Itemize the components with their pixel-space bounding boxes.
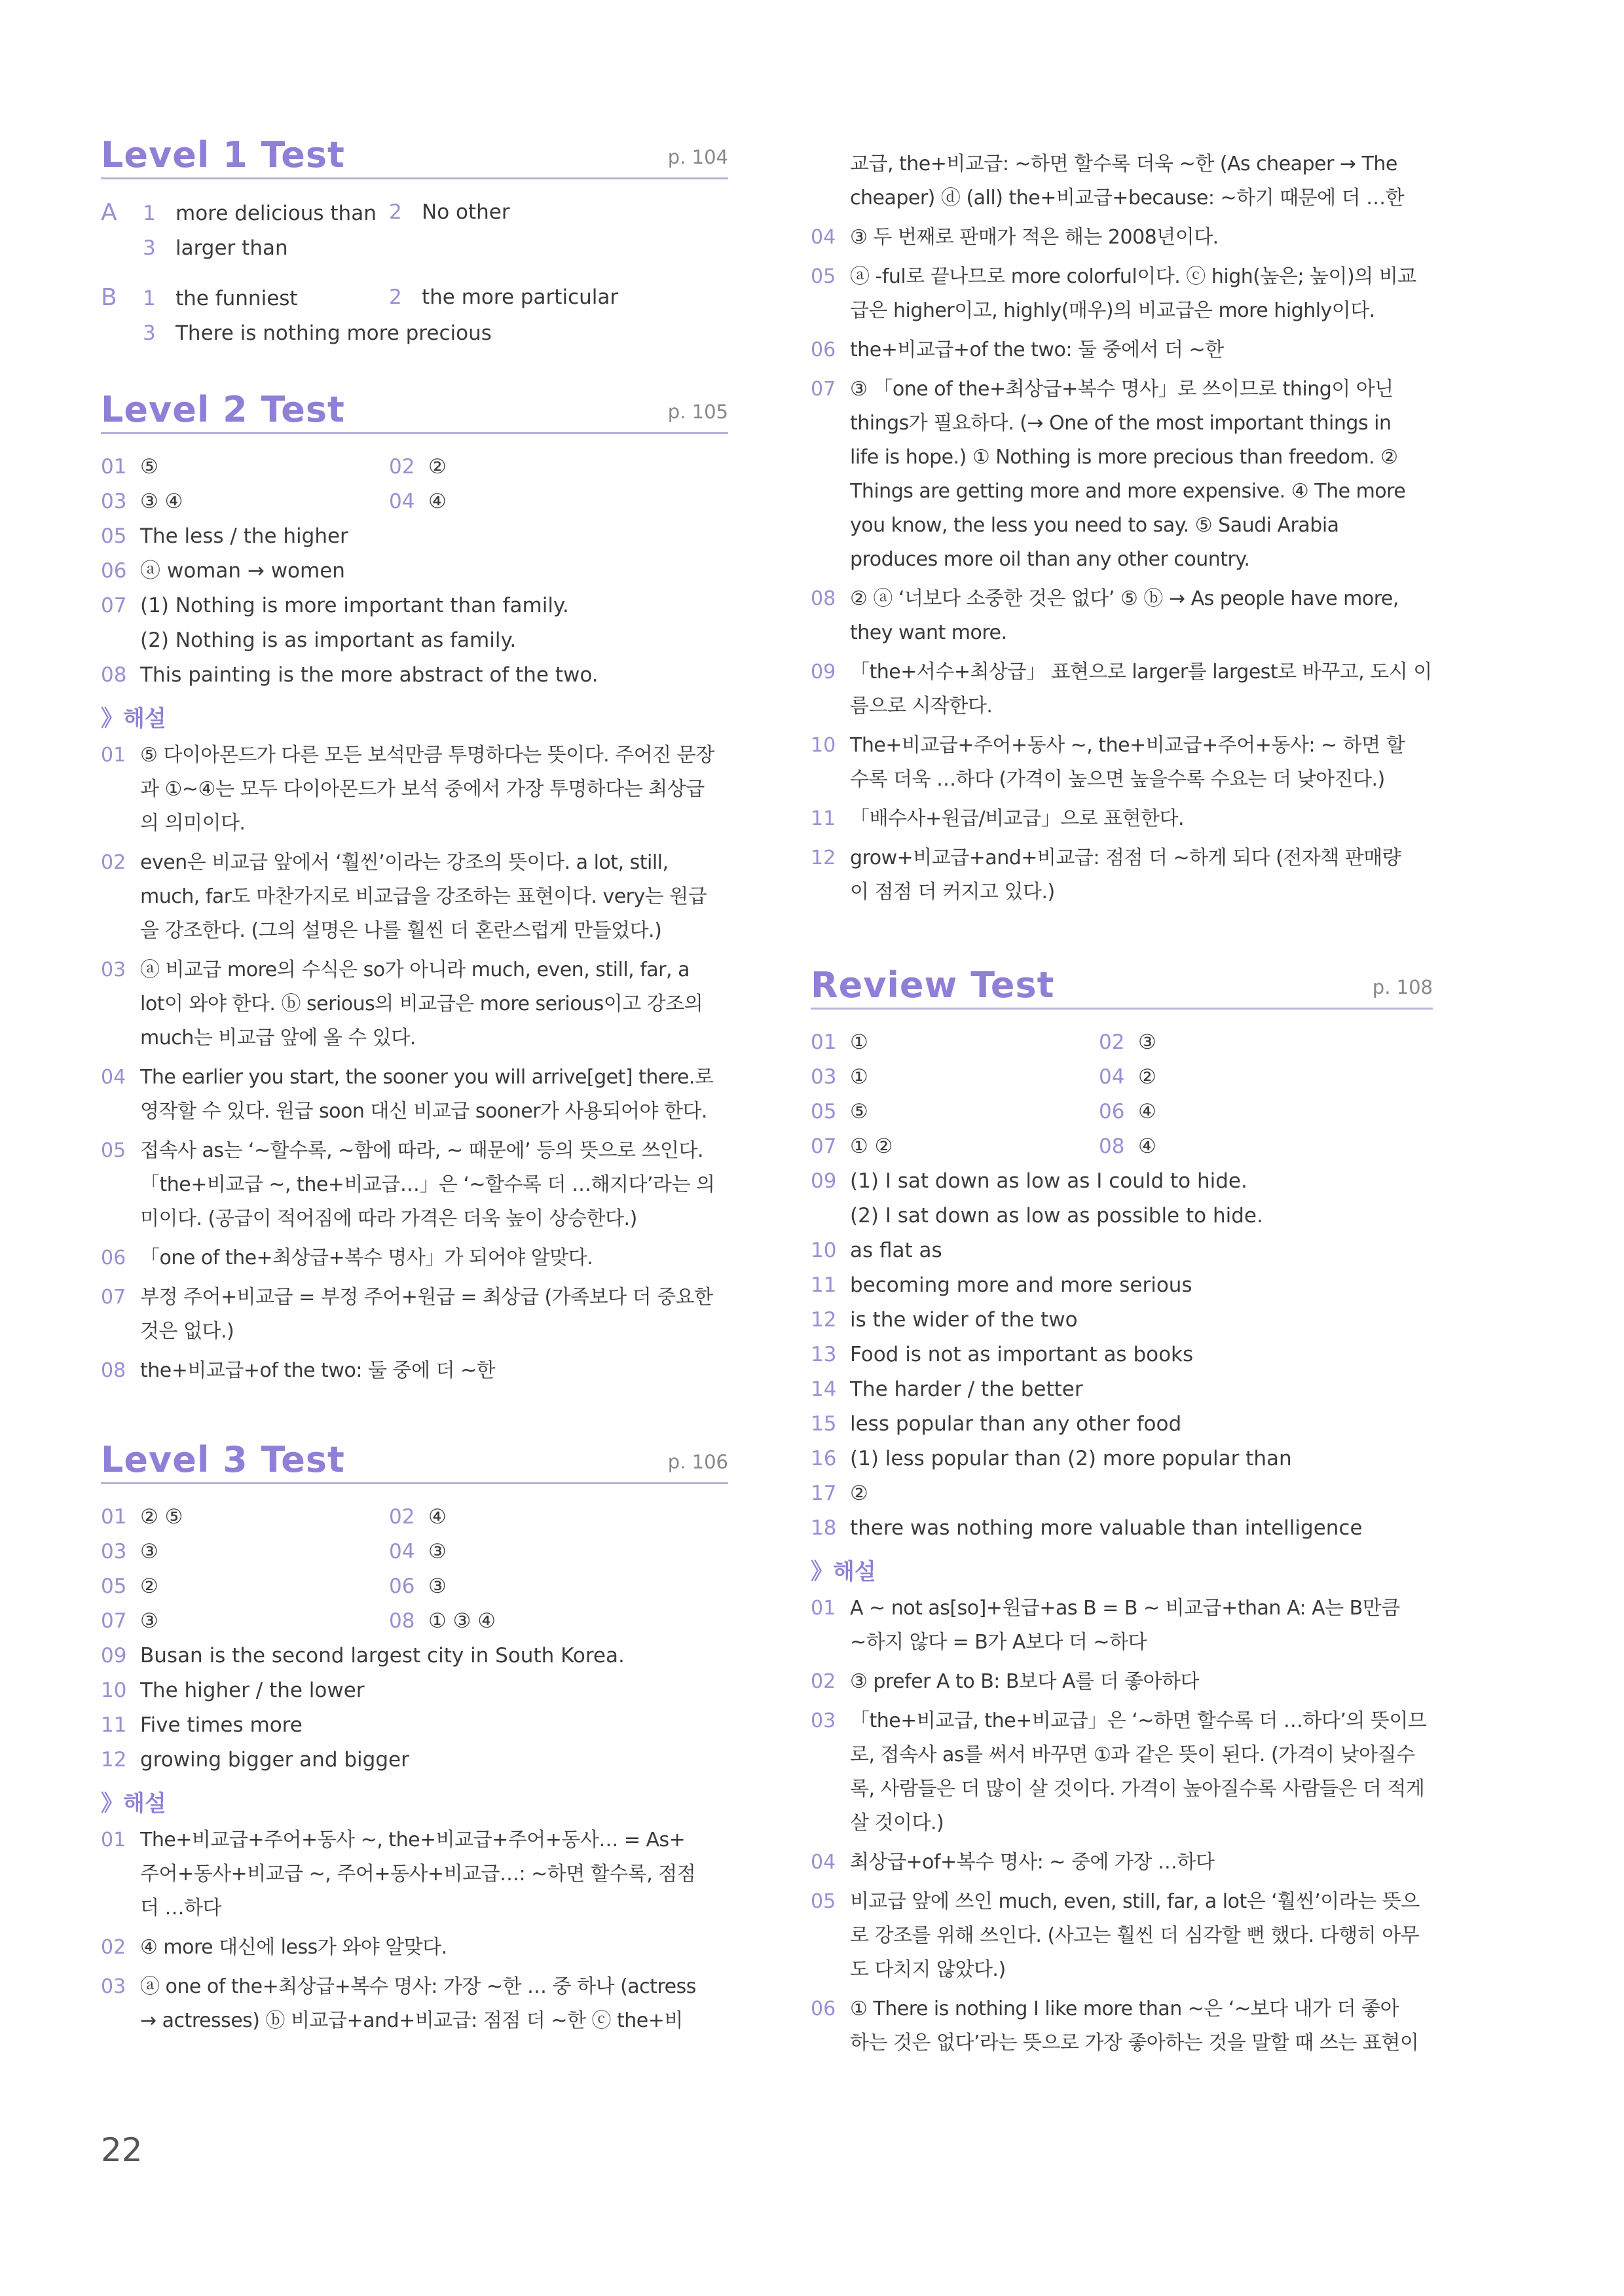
- left-column: [101, 134, 728, 2043]
- answer-row: 15 less popular than any other food: [811, 1412, 1182, 1436]
- section-title: Review Test: [811, 964, 1055, 1006]
- explanation-heading: 》해설: [811, 1559, 876, 1585]
- review-header: [811, 964, 1433, 1010]
- section-title: Level 3 Test: [101, 1439, 345, 1480]
- explanation-item: 09 「the+서수+최상급」 표현으로 larger를 largest로 바꾸고, 도시 이 름으로 시작한다.: [811, 661, 1432, 718]
- answer-row: 07 (1) Nothing is more important than family.: [101, 594, 569, 617]
- page-number: 22: [101, 2131, 143, 2169]
- level3-explanations-continued: [811, 147, 1433, 909]
- explanation-item: 11 「배수사+원급/비교급」으로 표현한다.: [811, 807, 1185, 830]
- explanation-item: 08 ② ⓐ ‘너보다 소중한 것은 없다’ ⑤ ⓑ → As people have more, they want more.: [811, 587, 1399, 644]
- answer-row: 17 ②: [811, 1482, 868, 1505]
- page-ref: p. 104: [667, 146, 728, 168]
- answer-row: 08 This painting is the more abstract of the two.: [101, 663, 599, 687]
- explanation-item: 04 ③ 두 번째로 판매가 적은 해는 2008년이다.: [811, 226, 1219, 249]
- explanation-item: 02 ③ prefer A to B: B보다 A를 더 좋아하다: [811, 1670, 1199, 1693]
- answer-row: 09 Busan is the second largest city in South Korea.: [101, 1644, 625, 1667]
- explanation-item: 06 ① There is nothing I like more than ~은 ‘~보다 내가 더 좋아 하는 것은 없다’라는 뜻으로 가장 좋아하는 것을 말할 때 쓰는 표현이: [811, 1997, 1419, 2054]
- explanation-item: 02 even은 비교급 앞에서 ‘훨씬’이라는 강조의 뜻이다. a lot, still, much, far도 마찬가지로 비교급을 강조하는 표현이다. very는 원급 을 강조한다. (그의 설명은 나를 훨씬 더 혼란스럽게 만들었다.): [101, 851, 707, 942]
- answer-row: 05 The less / the higher: [101, 524, 348, 548]
- answer-row: 11 becoming more and more serious: [811, 1273, 1192, 1297]
- explanation-heading: 》해설: [101, 706, 166, 732]
- answer-grid: 01 ⑤ 02 ② 03 ③ ④ 04 ④: [101, 455, 447, 513]
- explanation-item: 12 grow+비교급+and+비교급: 점점 더 ~하게 되다 (전자책 판매량 이 점점 더 커지고 있다.): [811, 847, 1401, 903]
- section-title: Level 1 Test: [101, 134, 345, 175]
- explanation-item: 05 비교급 앞에 쓰인 much, even, still, far, a lot은 ‘훨씬’이라는 뜻으 로 강조를 위해 쓰인다. (사고는 훨씬 더 심각할 뻔 했다. 다행히 아무 도 다치지 않았다.): [811, 1890, 1420, 1981]
- answer-row: (2) Nothing is as important as family.: [140, 629, 517, 652]
- answer-row: 3 There is nothing more precious: [143, 321, 492, 345]
- explanation-item: 06 「one of the+최상급+복수 명사」가 되어야 알맞다.: [101, 1247, 593, 1269]
- explanation-item: 03 ⓐ 비교급 more의 수식은 so가 아니라 much, even, still, far, a lot이 와야 한다. ⓑ serious의 비교급은 more serious이고 강조의 much는 비교급 앞에 올 수 있다.: [101, 958, 703, 1049]
- explanation-item: 06 the+비교급+of the two: 둘 중에서 더 ~한: [811, 338, 1224, 361]
- answer-row: 18 there was nothing more valuable than intelligence: [811, 1516, 1363, 1540]
- explanation-item: 01 ⑤ 다이아몬드가 다른 모든 보석만큼 투명하다는 뜻이다. 주어진 문장 과 ①~④는 모두 다이아몬드가 보석 중에서 가장 투명하다는 최상급 의 의미이다.: [101, 744, 714, 835]
- level1-section: [101, 134, 728, 351]
- level3-header: [101, 1439, 728, 1484]
- level2-section: [101, 389, 728, 1388]
- answer-row: (2) I sat down as low as possible to hide.: [850, 1204, 1263, 1228]
- explanation-item: 03 「the+비교급, the+비교급」은 ‘~하면 할수록 더 …하다’의 뜻이므 로, 접속사 as를 써서 바꾸면 ①과 같은 뜻이 된다. (가격이 낮아질수 록, 사람들은 더 많이 살 것이다. 가격이 높아질수록 사람들은 더 적게 살 것이다.): [811, 1709, 1427, 1834]
- section-title: Level 2 Test: [101, 389, 345, 430]
- answer-row: 12 is the wider of the two: [811, 1308, 1078, 1332]
- explanation-item: 05 ⓐ -ful로 끝나므로 more colorful이다. ⓒ high(높은; 높이)의 비교 급은 higher이고, highly(매우)의 비교급은 more highly이다.: [811, 265, 1416, 322]
- answer-row: 3 larger than: [143, 236, 288, 260]
- answer-row: 10 The higher / the lower: [101, 1679, 365, 1702]
- explanation-item: 04 최상급+of+복수 명사: ~ 중에 가장 …하다: [811, 1851, 1215, 1874]
- answer-row: 12 growing bigger and bigger: [101, 1748, 409, 1772]
- explanation-item: 01 A ~ not as[so]+원급+as B = B ~ 비교급+than A: A는 B만큼 ~하지 않다 = B가 A보다 더 ~하다: [811, 1597, 1400, 1654]
- answer-row: 11 Five times more: [101, 1713, 303, 1737]
- explanation-item: 01 The+비교급+주어+동사 ~, the+비교급+주어+동사… = As+ 주어+동사+비교급 ~, 주어+동사+비교급…: ~하면 할수록, 점점 더 …하다: [101, 1829, 696, 1920]
- answer-row: 16 (1) less popular than (2) more popular than: [811, 1447, 1292, 1470]
- page-ref: p. 106: [667, 1451, 728, 1473]
- explanation-item: 03 ⓐ one of the+최상급+복수 명사: 가장 ~한 … 중 하나 (actress → actresses) ⓑ 비교급+and+비교급: 점점 더 ~한 ⓒ the+비: [101, 1975, 696, 2032]
- level1-header: [101, 134, 728, 179]
- explanation-item: 02 ④ more 대신에 less가 와야 알맞다.: [101, 1936, 447, 1959]
- answer-row: 09 (1) I sat down as low as I could to hide.: [811, 1169, 1247, 1193]
- explanation-heading: 》해설: [101, 1791, 166, 1817]
- explanation-item: 05 접속사 as는 ‘~할수록, ~함에 따라, ~ 때문에’ 등의 뜻으로 쓰인다. 「the+비교급 ~, the+비교급…」은 ‘~할수록 더 …해지다’라는 의 미이다. (공급이 적어짐에 따라 가격은 더욱 높이 상승한다.): [101, 1139, 715, 1230]
- answer-row: A 1 more delicious than 2 No other: [101, 199, 510, 226]
- answer-row: 10 as flat as: [811, 1239, 942, 1262]
- level2-header: [101, 389, 728, 434]
- answer-grid: 01 ② ⑤ 02 ④ 03 ③ 04 ③ 05 ② 06 ③ 07 ③ 08 ① ③ ④: [101, 1505, 496, 1633]
- answer-row: 13 Food is not as important as books: [811, 1343, 1194, 1366]
- review-section: [811, 964, 1433, 2060]
- explanation-item: 10 The+비교급+주어+동사 ~, the+비교급+주어+동사: ~ 하면 할 수록 더욱 …하다 (가격이 높으면 높을수록 수요는 더 낮아진다.): [811, 734, 1405, 791]
- explanation-item: 교급, the+비교급: ~하면 할수록 더욱 ~한 (As cheaper → The cheaper) ⓓ (all) the+비교급+because: ~하기 때문에 더 …한: [850, 153, 1405, 210]
- explanation-item: 07 부정 주어+비교급 = 부정 주어+원급 = 최상급 (가족보다 더 중요한 것은 없다.): [101, 1286, 713, 1343]
- answer-row: B 1 the funniest 2 the more particular: [101, 284, 619, 311]
- explanation-item: 07 ③ 「one of the+최상급+복수 명사」로 쓰이므로 thing이 아닌 things가 필요하다. (→ One of the most important things in life is hope.) ① Nothing is more precious than freedom. ② Things are getting more and more expensive. ④ The more you know, the less you need to say. ⑤ Saudi Arabia produces more oil than any other country.: [811, 378, 1406, 571]
- explanation-item: 04 The earlier you start, the sooner you will arrive[get] there.로 영작할 수 있다. 원급 soon 대신 비교급 sooner가 사용되어야 한다.: [101, 1066, 714, 1123]
- page-ref: p. 108: [1372, 976, 1433, 998]
- page-ref: p. 105: [667, 401, 728, 423]
- explanation-item: 08 the+비교급+of the two: 둘 중에 더 ~한: [101, 1359, 496, 1382]
- level3-section: [101, 1439, 728, 2038]
- answer-grid: 01 ① 02 ③ 03 ① 04 ② 05 ⑤ 06 ④ 07 ① ② 08 ④: [811, 1030, 1156, 1158]
- answer-row: 14 The harder / the better: [811, 1377, 1083, 1401]
- answer-row: 06 ⓐ woman → women: [101, 559, 345, 583]
- right-column: [811, 147, 1433, 2066]
